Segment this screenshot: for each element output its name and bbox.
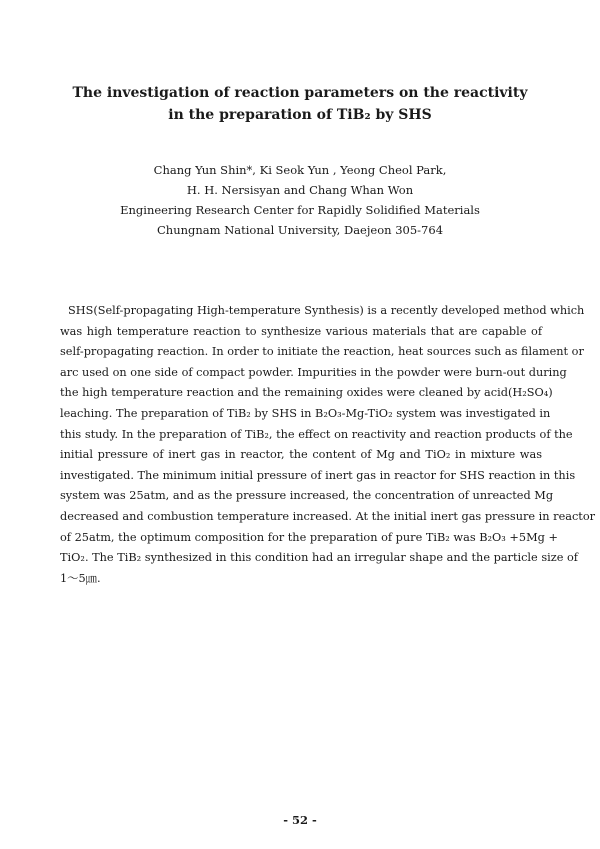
abstract-line: self-propagating reaction. In order to initiate the reaction, heat sources such as filament or	[60, 345, 584, 359]
abstract-line: this study. In the preparation of TiB₂, the effect on reactivity and reaction products of the	[60, 427, 573, 441]
paper-title	[40, 82, 560, 126]
author-names: Chang Yun Shin*, Ki Seok Yun , Yeong Cheol Park,	[153, 163, 447, 177]
abstract-line: decreased and combustion temperature increased. At the initial inert gas pressure in reactor	[60, 509, 596, 523]
author-block	[40, 160, 560, 240]
abstract-line: arc used on one side of compact powder. Impurities in the powder were burn-out during	[60, 365, 567, 379]
title-line: in the preparation of TiB₂ by SHS	[168, 107, 432, 123]
abstract-line: was high temperature reaction to synthesize various materials that are capable of	[60, 324, 542, 338]
abstract-body	[60, 301, 596, 589]
abstract-line: SHS(Self-propagating High-temperature Synthesis) is a recently developed method which	[68, 304, 585, 317]
author-names: H. H. Nersisyan and Chang Whan Won	[186, 183, 414, 197]
affiliation: Chungnam National University, Daejeon 305-764	[156, 223, 444, 237]
title-line: The investigation of reaction parameters on the reactivity	[72, 85, 528, 101]
abstract-line: initial pressure of inert gas in reactor, the content of Mg and TiO₂ in mixture was	[60, 448, 542, 462]
abstract-line: system was 25atm, and as the pressure increased, the concentration of unreacted Mg	[60, 489, 554, 503]
abstract-line: of 25atm, the optimum composition for the preparation of pure TiB₂ was B₂O₃ +5Mg +	[60, 530, 558, 544]
abstract-line: the high temperature reaction and the remaining oxides were cleaned by acid(H₂SO₄)	[60, 386, 553, 400]
page-number: - 52 -	[283, 813, 317, 827]
abstract-line: 1～5㎛.	[60, 571, 101, 585]
abstract-line: leaching. The preparation of TiB₂ by SHS in B₂O₃-Mg-TiO₂ system was investigated in	[60, 406, 551, 420]
abstract-line: investigated. The minimum initial pressure of inert gas in reactor for SHS reaction in this	[60, 468, 576, 482]
affiliation: Engineering Research Center for Rapidly Solidified Materials	[120, 203, 480, 217]
abstract-line: TiO₂. The TiB₂ synthesized in this condition had an irregular shape and the particle size of	[60, 551, 578, 565]
